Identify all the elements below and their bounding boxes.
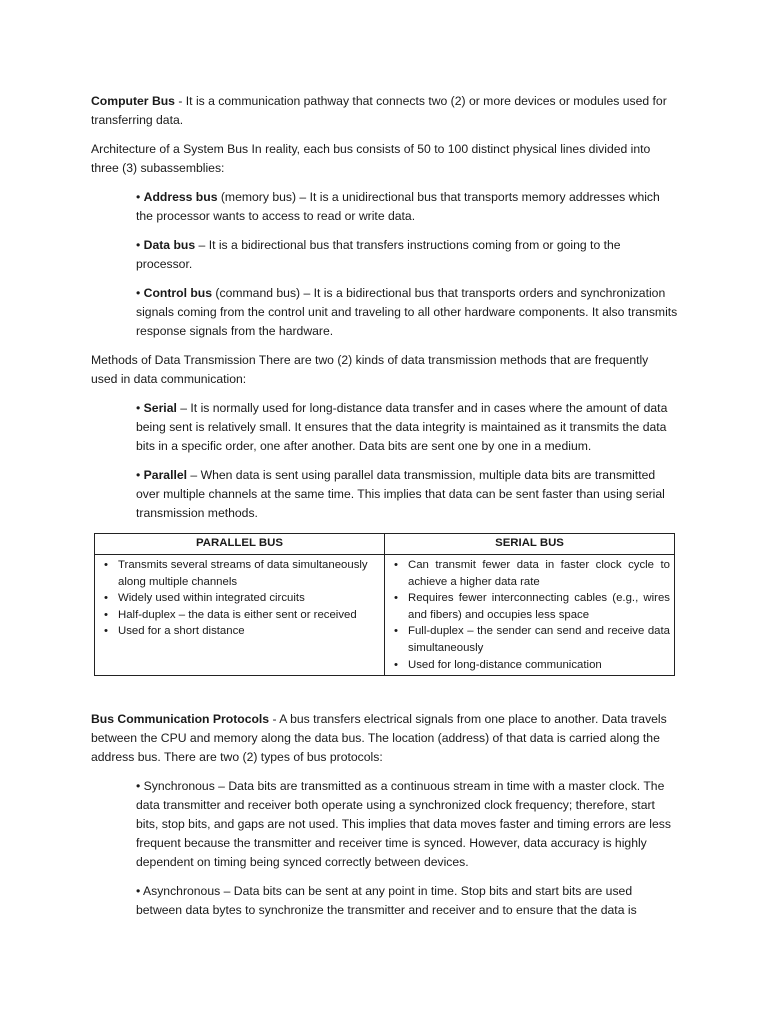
intro-term: Computer Bus — [91, 94, 175, 108]
parallel-term: Parallel — [143, 468, 188, 482]
asynchronous-item: • Asynchronous – Data bits can be sent at any point in time. Stop bits and start bits are used between data bytes to synchronize the transmitter and receiver and to ensure that the data is — [136, 884, 637, 918]
control-bus-text: (command bus) – It is a bidirectional bus that transports orders and synchronization signals coming from the control unit and traveling to all other hardware components. It also transmits response signals from the hardware. — [136, 286, 678, 338]
parallel-bus-cell — [95, 555, 385, 676]
data-bus-item: • Data bus – It is a bidirectional bus that transfers instructions coming from or going to the processor. — [136, 238, 621, 271]
methods-paragraph: Methods of Data Transmission There are two (2) kinds of data transmission methods that are frequently used in data communication: — [91, 353, 649, 386]
serial-bus-list — [389, 557, 670, 673]
data-bus-text: – It is a bidirectional bus that transfers instructions coming from or going to the processor. — [136, 238, 621, 271]
control-bus-item: • Control bus (command bus) – It is a bidirectional bus that transports orders and synchronization signals coming from the control unit and traveling to all other hardware components. It also transmits response signals from the hardware. — [136, 286, 678, 338]
list-item: • Widely used within integrated circuits — [99, 590, 380, 607]
parallel-item: • Parallel – When data is sent using parallel data transmission, multiple data bits are transmitted over multiple channels at the same time. This implies that data can be sent faster than using serial transmission methods. — [136, 468, 665, 520]
list-item: • Transmits several streams of data simultaneously along multiple channels — [99, 557, 380, 590]
list-item: • Can transmit fewer data in faster clock cycle to achieve a higher data rate — [389, 557, 670, 590]
address-bus-term: Address bus — [143, 190, 218, 204]
table-header-row — [95, 534, 675, 555]
list-item: • Full-duplex – the sender can send and receive data simultaneously — [389, 623, 670, 656]
protocols-term: Bus Communication Protocols — [91, 712, 270, 727]
address-bus-text: (memory bus) – It is a unidirectional bus that transports memory addresses which the processor wants to access to read or write data. — [136, 190, 660, 223]
list-item: • Half-duplex – the data is either sent or received — [99, 607, 380, 624]
serial-bus-header: SERIAL BUS — [385, 534, 675, 555]
serial-term: Serial — [143, 401, 177, 415]
protocols-text: - A bus transfers electrical signals from one place to another. Data travels between the CPU and memory along the data bus. The location (address) of that data is carried along the address bus. There are two (2) types of bus protocols: — [91, 712, 667, 765]
list-item: • Requires fewer interconnecting cables (e.g., wires and fibers) and occupies less space — [389, 590, 670, 623]
list-item: • Used for long-distance communication — [389, 657, 670, 674]
comparison-table — [94, 533, 675, 676]
list-item: • Used for a short distance — [99, 623, 380, 640]
parallel-text: – When data is sent using parallel data transmission, multiple data bits are transmitted over multiple channels at the same time. This implies that data can be sent faster than using serial transmission methods. — [136, 468, 665, 520]
synchronous-item: • Synchronous – Data bits are transmitted as a continuous stream in time with a master clock. The data transmitter and receiver both operate using a synchronized clock frequency; therefore, start bits, stop bits, and gaps are not used. This implies that data moves faster and timing errors are less frequent because the transmitter and receiver time is synced. However, data accuracy is highly dependent on timing being synced correctly between devices. — [136, 779, 671, 870]
data-bus-term: Data bus — [143, 238, 196, 252]
control-bus-term: Control bus — [143, 286, 213, 300]
serial-text: – It is normally used for long-distance data transfer and in cases where the amount of data being sent is relatively small. It ensures that the data integrity is maintained as it transmits the data bits in a specific order, one after another. Data bits are sent one by one in a medium. — [136, 401, 668, 453]
intro-text: - It is a communication pathway that connects two (2) or more devices or modules used for transferring data. — [91, 94, 667, 127]
architecture-paragraph: Architecture of a System Bus In reality, each bus consists of 50 to 100 distinct physical lines divided into three (3) subassemblies: — [91, 142, 651, 175]
intro-paragraph — [91, 92, 678, 130]
address-bus-item: • Address bus (memory bus) – It is a unidirectional bus that transports memory addresses which the processor wants to access to read or write data. — [136, 190, 660, 223]
table-row — [95, 555, 675, 676]
parallel-bus-list — [99, 557, 380, 640]
serial-item: • Serial – It is normally used for long-distance data transfer and in cases where the amount of data being sent is relatively small. It ensures that the data integrity is maintained as it transmits the data bits in a specific order, one after another. Data bits are sent one by one in a medium. — [136, 401, 668, 453]
parallel-bus-header: PARALLEL BUS — [95, 534, 385, 555]
protocols-paragraph — [91, 710, 678, 767]
serial-bus-cell — [385, 555, 675, 676]
